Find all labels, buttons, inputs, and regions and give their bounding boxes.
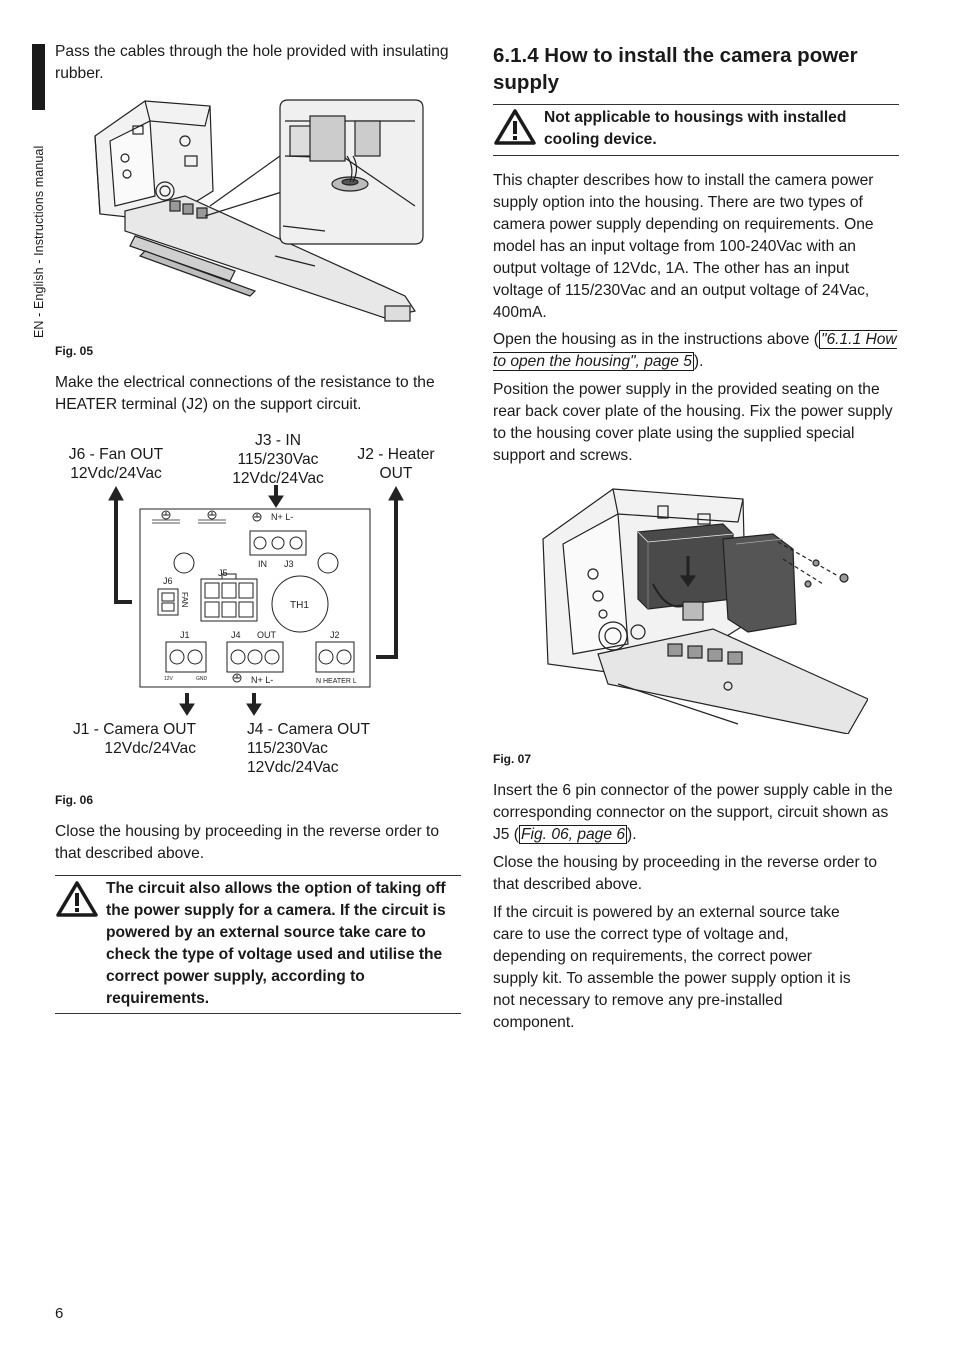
board-j3: J3 [284, 559, 294, 569]
fig05-caption: Fig. 05 [55, 344, 94, 358]
left-warning-text: The circuit also allows the option of taking off the power supply for a camera. If the circuit is powered by an external source take care to check the type of voltage used and utilise the correct power supply, according to requirements. [106, 880, 446, 1007]
board-j5: J5 [218, 568, 228, 578]
fig06-label-j3: J3 - IN 115/230Vac 12Vdc/24Vac [232, 432, 324, 487]
fig06-label-j4: J4 - Camera OUT 115/230Vac 12Vdc/24Vac [247, 721, 371, 776]
board-j4: J4 [231, 630, 241, 640]
warning-bottom-rule [55, 1013, 461, 1014]
side-tab-marker [32, 44, 45, 110]
board-th1: TH1 [290, 600, 309, 611]
fig06-label-j1: J1 - Camera OUT 12Vdc/24Vac [72, 721, 196, 757]
board-j2-pins: N HEATER L [316, 678, 357, 685]
note-warning-icon [493, 108, 537, 146]
right-para-6: If the circuit is powered by an external source take care to use the correct type of voltage and, depending on requirements, the correct power supply kit. To assemble the power supply option it is not necessary to remove any pre-installed component. [493, 904, 851, 1031]
right-para-1: This chapter describes how to install the camera power supply option into the housing. There are two types of camera power supply depending on requirements. One model has an input voltage from 100-240Vac with an output voltage of 12Vdc, 1A. The other has an input voltage of 115/230Vac and an output voltage of 24Vac, 400mA. [493, 172, 874, 321]
page-number: 6 [55, 1305, 64, 1322]
fig06-label-j2: J2 - Heater OUT [357, 446, 435, 482]
board-j1-pin-b: GND [196, 676, 208, 682]
board-fan: FAN [180, 592, 189, 608]
fig07-caption: Fig. 07 [493, 752, 532, 766]
fig06-circuit-diagram [100, 485, 410, 720]
right-para-4: Insert the 6 pin connector of the power supply cable in the corresponding connector on the support, circuit shown as J5 ( Fig. 06, page 6 ). [493, 782, 893, 843]
board-out: OUT [257, 630, 276, 640]
right-para-5: Close the housing by proceeding in the reverse order to that described above. [493, 854, 878, 893]
note-text: Not applicable to housings with installed cooling device. [544, 109, 847, 148]
link-open-housing[interactable]: "6.1.1 How to open the housing", page 5 [493, 331, 897, 370]
board-in: IN [258, 559, 267, 569]
left-para-1: Pass the cables through the hole provided with insulating rubber. [55, 43, 449, 82]
side-label: EN - English - Instructions manual [32, 145, 46, 338]
note-bottom-rule [493, 155, 899, 156]
board-j3-pins: N+ L- [271, 512, 294, 522]
fig05-illustration [85, 96, 430, 332]
note-top-rule [493, 104, 899, 105]
board-j1-pin-a: 12V [164, 676, 173, 682]
link-fig06[interactable]: Fig. 06, page 6 [521, 826, 626, 843]
board-j4-pins: N+ L- [251, 675, 274, 685]
fig07-illustration [538, 484, 868, 734]
left-para-2: Make the electrical connections of the resistance to the HEATER terminal (J2) on the support circuit. [55, 374, 435, 413]
warning-top-rule [55, 875, 461, 876]
board-j6: J6 [163, 576, 173, 586]
section-heading: 6.1.4 How to install the camera power supply [493, 44, 858, 94]
right-para-3: Position the power supply in the provided seating on the rear back cover plate of the housing. Fix the power supply to the housing cover plate using the supplied special support and screws. [493, 381, 893, 464]
board-j2: J2 [330, 630, 340, 640]
fig06-label-j6: J6 - Fan OUT 12Vdc/24Vac [68, 446, 164, 482]
right-para-2: Open the housing as in the instructions above ( "6.1.1 How to open the housing", page 5 ). [493, 331, 897, 370]
warning-triangle-icon [55, 880, 99, 918]
left-para-3: Close the housing by proceeding in the reverse order to that described above. [55, 823, 440, 862]
board-j1: J1 [180, 630, 190, 640]
fig06-caption: Fig. 06 [55, 793, 94, 807]
